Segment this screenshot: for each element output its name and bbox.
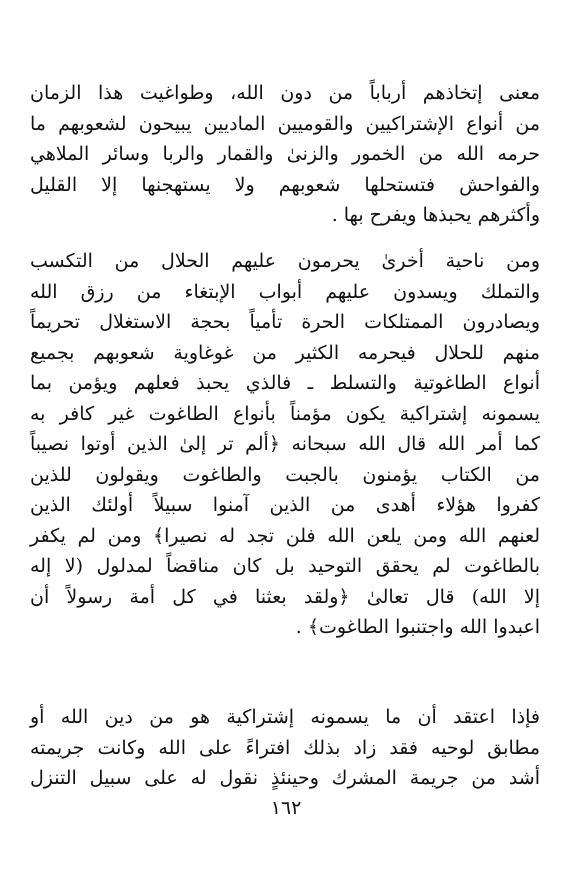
paragraph-3 [30,702,540,794]
text-line: وأكثرهم يحبذها ويفرح بها . [331,204,540,226]
text-line: ويصادرون الممتلكات الحرة تأمياً بحجة الاستغلال تحريماً [30,311,540,333]
text-line: أنواع الطاغوتية والتسلط ـ فالذي يحبذ فعلهم ويؤمن بما [30,372,540,394]
text-line: مطابق لوحيه فقد زاد بذلك افتراءً على الله وكانت جريمته [30,736,540,759]
text-line: من الكتاب يؤمنون بالجبت والطاغوت ويقولون للذين [30,463,540,486]
text-line: اعبدوا الله واجتنبوا الطاغوت﴾ . [295,616,540,638]
text-line: كفروا هؤلاء أهدى من الذين آمنوا سبيلاً أولئك الذين [30,494,540,516]
text-line: كما أمر الله قال الله سبحانه ﴿ألم تر إلىٰ الذين أوتوا نصيباً [30,433,540,455]
text-line: يسمونه إشتراكية يكون مؤمناً بأنواع الطاغوت غير كافر به [30,402,540,425]
text-line: والتملك ويسدون عليهم أبواب الإبتغاء من رزق الله [30,280,540,303]
text-line: منهم للحلال فيحرمه الكثير من غوغاوية شعوبهم بجميع [30,341,540,364]
text-line: معنى إتخاذهم أرباباً من دون الله، وطواغيت هذا الزمان [30,82,540,104]
text-line: إلا الله) قال تعالىٰ ﴿ولقد بعثنا في كل أمة رسولاً أن [30,585,540,608]
paragraph-2 [30,246,540,643]
paragraph-1 [30,78,540,231]
text-line: أشد من جريمة المشرك وحينئذٍ نقول له على سبيل التنزل [30,767,540,789]
text-line: بالطاغوت لم يحقق التوحيد بل كان مناقضاً لمدلول (لا إله [30,555,540,577]
text-line: ومن ناحية أخرىٰ يحرمون عليهم الحلال من التكسب [30,250,540,272]
page-number: ١٦٢ [270,797,302,819]
text-line: حرمه الله من الخمور والزنىٰ والقمار والربا وسائر الملاهي [30,143,540,165]
text-line: لعنهم الله ومن يلعن الله فلن تجد له نصيرا﴾ ومن لم يكفر [30,524,540,547]
text-line: والفواحش فتستحلها شعوبهم ولا يستهجنها إلا القليل [30,173,540,196]
text-line: من أنواع الإشتراكيين والقوميين الماديين يبيحون لشعوبهم ما [30,112,540,135]
text-line: فإذا اعتقد أن ما يسمونه إشتراكية هو من دين الله أو [30,706,540,728]
